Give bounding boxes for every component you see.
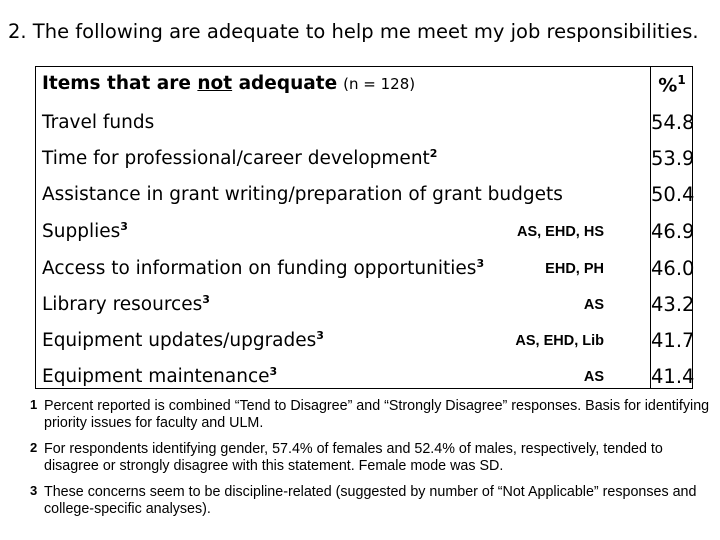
row-label: Assistance in grant writing/preparation of grant budgets (42, 184, 563, 206)
footnote-number: 3 (30, 483, 38, 498)
table-row (36, 323, 695, 359)
table-row (36, 287, 695, 323)
row-label: Equipment updates/upgrades$^3$ (42, 329, 324, 352)
footnote (30, 441, 710, 475)
footnote-text: For respondents identifying gender, 57.4% of females and 52.4% of males, respectively, tended to disagree or strongly disagree with this statement. Female mode was SD. (44, 441, 663, 474)
slide-title: 2. The following are adequate to help me meet my job responsibilities. (8, 20, 699, 43)
table-row (36, 177, 695, 213)
table-row (36, 105, 695, 141)
row-label: Travel funds (42, 112, 155, 134)
results-table (35, 66, 693, 389)
percent-header: %$^1$ (658, 73, 686, 97)
discipline-tag: AS (583, 297, 604, 313)
sample-size: (n = 128) (343, 75, 416, 93)
row-percent: 50.4 (651, 183, 695, 206)
discipline-tag: EHD, PH (545, 261, 604, 277)
header-prefix: Items that are (42, 73, 198, 94)
row-label: Supplies$^3$ (42, 220, 128, 243)
row-label: Access to information on funding opportunities$^3$ (42, 257, 485, 280)
footnote-number: 1 (30, 397, 38, 412)
table-row (36, 359, 695, 395)
header-suffix: adequate (232, 73, 338, 94)
row-label: Equipment maintenance$^3$ (42, 365, 278, 388)
row-percent: 46.9 (651, 220, 695, 243)
discipline-tag: AS, EHD, HS (516, 224, 604, 240)
footnote (30, 484, 710, 518)
header-emphasis: not (197, 73, 233, 94)
discipline-tag: AS, EHD, Lib (515, 333, 604, 349)
row-percent: 54.8 (651, 111, 695, 134)
row-percent: 41.4 (651, 365, 695, 388)
footnote-number: 2 (30, 440, 38, 455)
table-row (36, 214, 695, 250)
row-label: Library resources$^3$ (42, 293, 210, 316)
footnotes (30, 398, 710, 527)
row-percent: 41.7 (651, 329, 695, 352)
table-row (36, 141, 695, 177)
footnote (30, 398, 710, 432)
table-header-label (42, 73, 415, 94)
table-row (36, 251, 695, 287)
discipline-tag: AS (583, 369, 604, 385)
row-label: Time for professional/career development$^2$ (42, 147, 438, 170)
row-percent: 53.9 (651, 147, 695, 170)
row-percent: 46.0 (651, 257, 695, 280)
row-percent: 43.2 (651, 293, 695, 316)
footnote-text: Percent reported is combined “Tend to Disagree” and “Strongly Disagree” responses. Basis for identifying priority issues for faculty and ULM. (44, 398, 710, 431)
footnote-text: These concerns seem to be discipline-related (suggested by number of “Not Applicable” responses and college-specific analyses). (44, 484, 697, 517)
